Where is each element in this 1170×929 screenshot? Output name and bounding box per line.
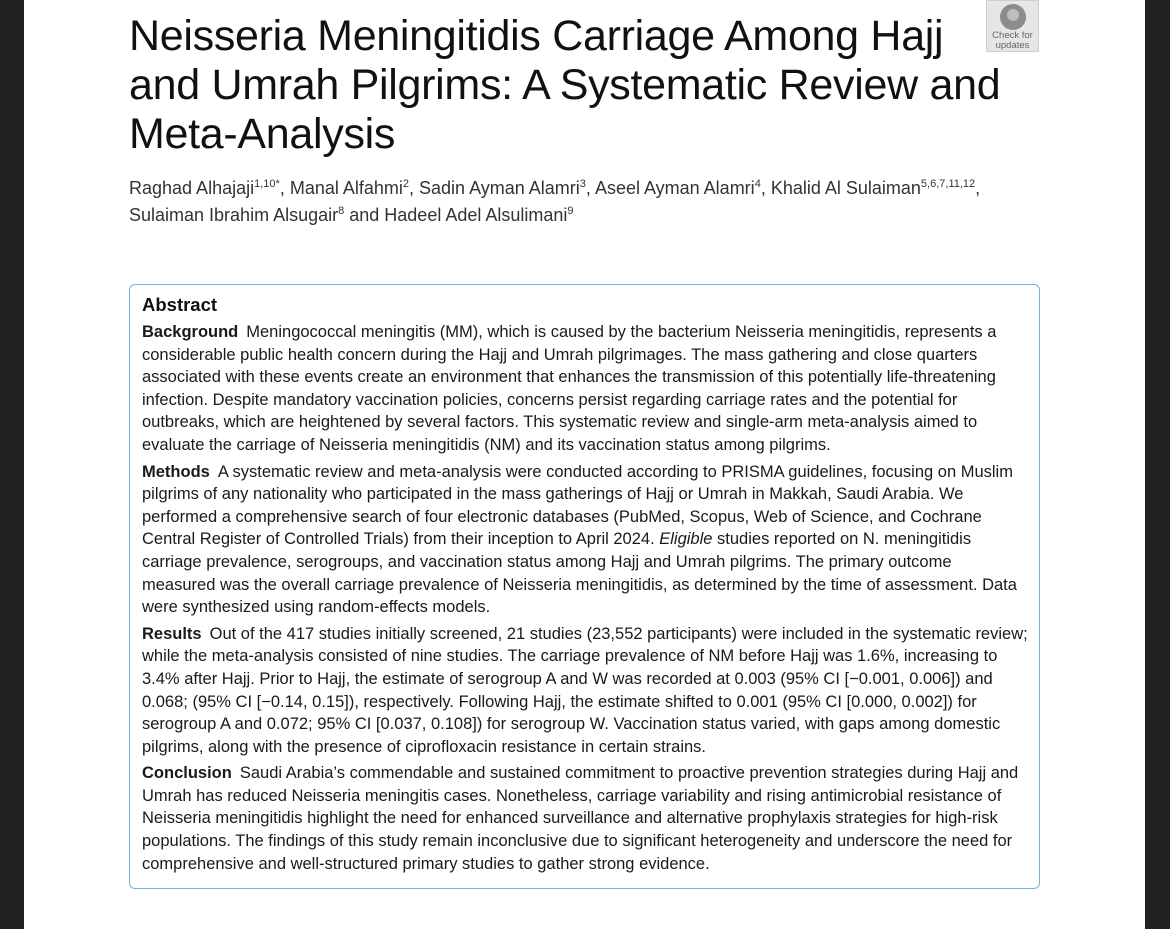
abstract-heading: Abstract xyxy=(142,294,218,315)
author-list xyxy=(129,175,1029,229)
conclusion-heading: Conclusion xyxy=(142,764,232,783)
check-for-updates-icon xyxy=(1000,4,1026,30)
abstract-conclusion xyxy=(142,762,1029,875)
author: Hadeel Adel Alsulimani$^9$ xyxy=(384,205,574,225)
methods-text-continued: studies reported on N. meningitidis carriage prevalence, serogroups, and vaccination status among Hajj and Umrah pilgrims. The primary outcome measured was the overall carriage prevalence of Neisseria meningitidis, as determined by the time of assessment. Data were synthesized using random-effects models. xyxy=(142,530,1017,617)
abstract-box xyxy=(129,284,1040,889)
background-text: Meningococcal meningitis (MM), which is caused by the bacterium Neisseria meningitidis, represents a considerable public health concern during the Hajj and Umrah pilgrimages. The mass gathering and close quarters associated with these events create an environment that enhances the transmission of this potentially life-threatening infection. Despite mandatory vaccination policies, concerns persist regarding carriage rates and the potential for outbreaks, which are heightened by several factors. This systematic review and single-arm meta-analysis aimed to evaluate the carriage of Neisseria meningitidis (NM) and its vaccination status among pilgrims. xyxy=(142,323,997,454)
methods-text: A systematic review and meta-analysis were conducted according to PRISMA guidelines, focusing on Muslim pilgrims of any nationality who participated in the mass gatherings of Hajj or Umrah in Makkah, Saudi Arabia. We performed a comprehensive search of four electronic databases (PubMed, Scopus, Web of Science, and Cochrane Central Register of Controlled Trials) from their inception to April 2024. xyxy=(142,462,1013,549)
badge-line-2: updates xyxy=(995,40,1030,51)
background-heading: Background xyxy=(142,323,239,341)
author: Sadin Ayman Alamri$^3$, xyxy=(419,178,595,198)
author: Raghad Alhajaji$^{1,10*}$, xyxy=(129,178,290,198)
methods-heading: Methods xyxy=(142,462,210,481)
abstract-background xyxy=(142,321,1029,457)
badge-line-1: Check for xyxy=(992,30,1033,41)
paper-title: Neisseria Meningitidis Carriage Among Hajj and Umrah Pilgrims: A Systematic Review and Meta-Analysis xyxy=(129,12,1001,158)
conclusion-text: Saudi Arabia’s commendable and sustained commitment to proactive prevention strategies during Hajj and Umrah has reduced Neisseria meningitis cases. Nonetheless, carriage variability and rising antimicrobial resistance of Neisseria meningitidis highlight the need for enhanced surveillance and alternative prophylaxis strategies for high-risk populations. The findings of this study remain inconclusive due to significant heterogeneity and underscore the need for comprehensive and well-structured primary studies to gather strong evidence. xyxy=(142,764,1019,873)
abstract-results xyxy=(142,623,1029,759)
author: Sulaiman Ibrahim Alsugair$^8$ and xyxy=(129,205,385,225)
methods-text-italic: Eligible xyxy=(659,530,713,549)
author: Khalid Al Sulaiman$^{5,6,7,11,12}$, xyxy=(770,178,981,198)
paper-page xyxy=(24,0,1145,929)
author: Aseel Ayman Alamri$^4$, xyxy=(594,178,771,198)
author: Manal Alfahmi$^2$, xyxy=(289,178,420,198)
abstract-methods xyxy=(142,461,1029,619)
results-text: Out of the 417 studies initially screened, 21 studies (23,552 participants) were included in the systematic review; while the meta-analysis consisted of nine studies. The carriage prevalence of NM before Hajj was 1.6%, increasing to 3.4% after Hajj. Prior to Hajj, the estimate of serogroup A and W was recorded at 0.003 (95% CI [−0.001, 0.006]) and 0.068; (95% CI [−0.14, 0.15]), respectively. Following Hajj, the estimate shifted to 0.001 (95% CI [0.000, 0.002]) for serogroup A and 0.072; 95% CI [0.037, 0.108]) for serogroup W. Vaccination status varied, with gaps among domestic pilgrims, along with the presence of ciprofloxacin resistance in certain strains. xyxy=(142,624,1028,756)
check-for-updates-badge[interactable] xyxy=(986,0,1039,52)
results-heading: Results xyxy=(142,624,202,643)
